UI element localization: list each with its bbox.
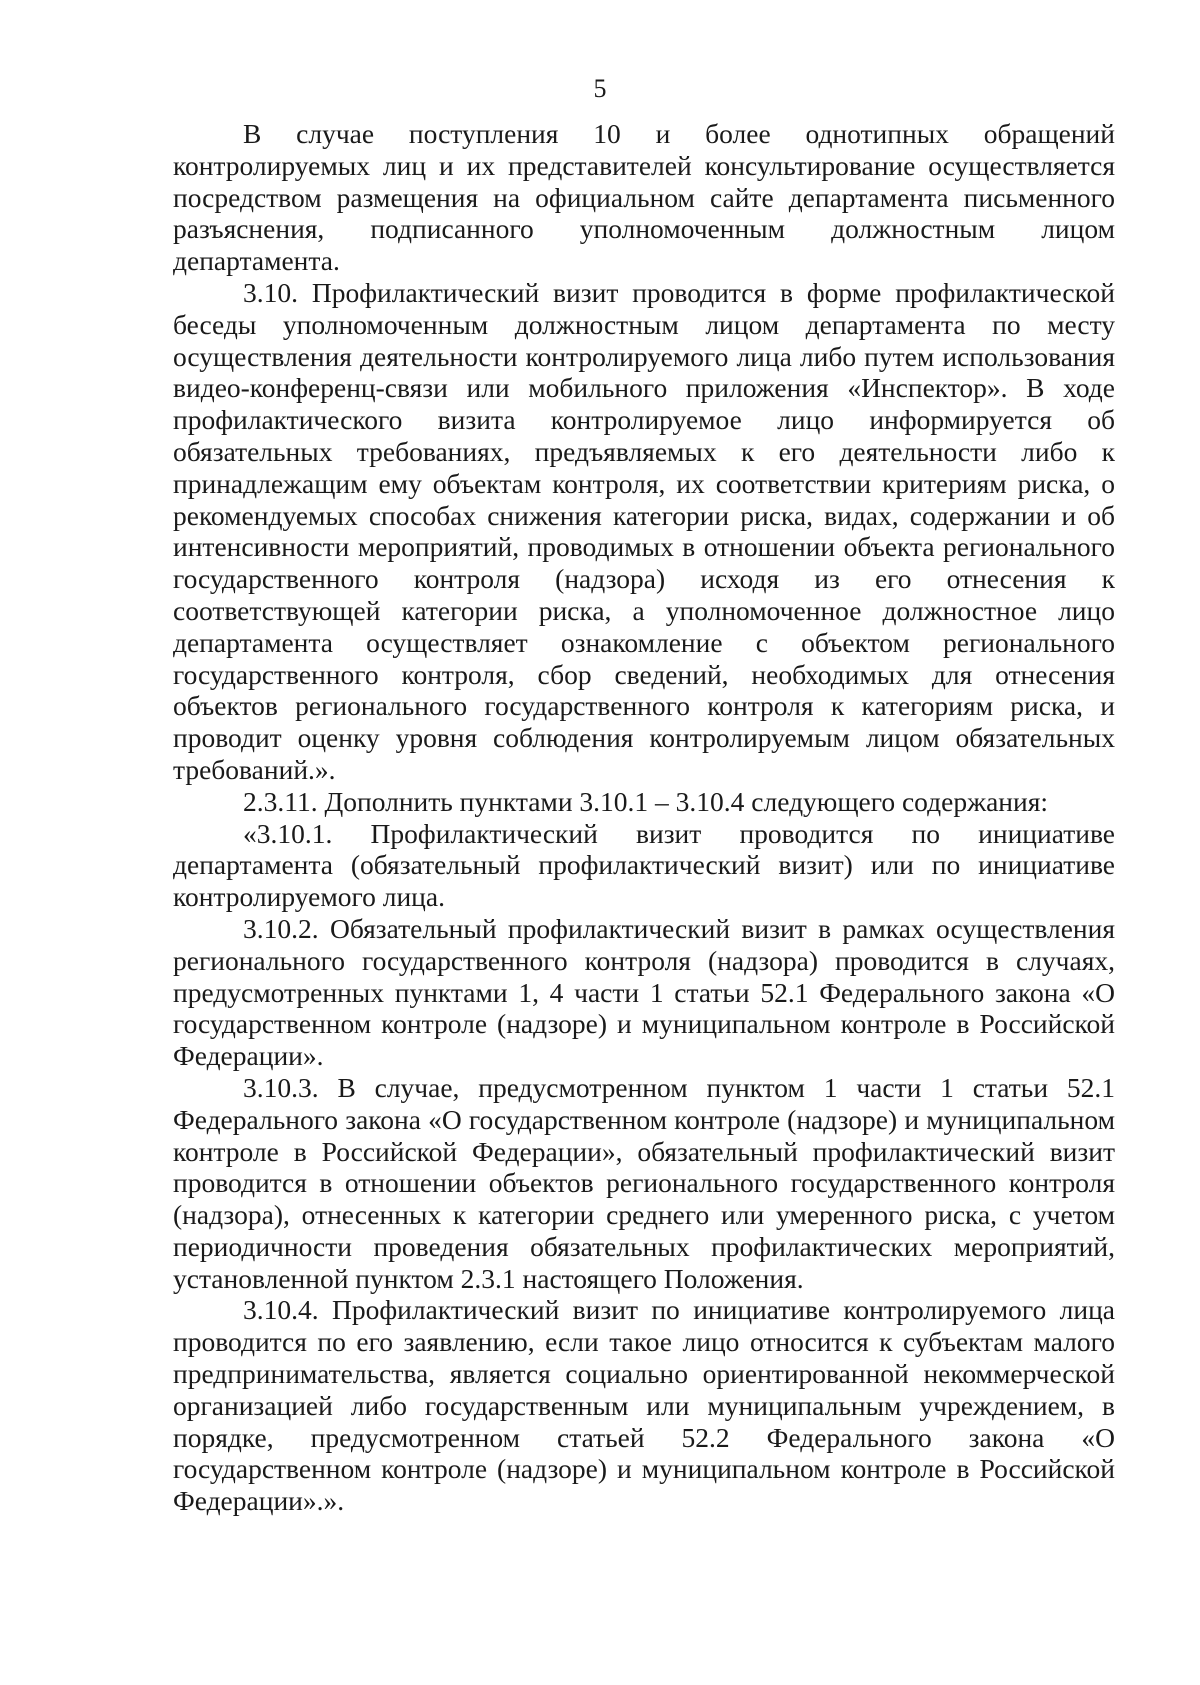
paragraph-3-10: 3.10. Профилактический визит проводится в форме профилактической беседы уполномоченным должностным лицом департамента по месту осуществления деятельности контролируемого лица либо путем использования видео-конференц-связи или мобильного приложения «Инспектор». В ходе профилактического визита контролируемое лицо информируется об обязательных требованиях, предъявляемых к его деятельности либо к принадлежащим ему объектам контроля, их соответствии критериям риска, о рекомендуемых способах снижения категории риска, видах, содержании и об интенсивности мероприятий, проводимых в отношении объекта регионального государственного контроля (надзора) исходя из его отнесения к соответствующей категории риска, а уполномоченное должностное лицо департамента осуществляет ознакомление с объектом регионального государственного контроля, сбор сведений, необходимых для отнесения объектов регионального государственного контроля к категориям риска, и проводит оценку уровня соблюдения контролируемым лицом обязательных требований.». [173, 276, 1115, 785]
paragraph-3-10-2: 3.10.2. Обязательный профилактический визит в рамках осуществления регионального государственного контроля (надзора) проводится в случаях, предусмотренных пунктами 1, 4 части 1 статьи 52.1 Федерального закона «О государственном контроле (надзоре) и муниципальном контроле в Российской Федерации». [173, 912, 1115, 1072]
paragraph-3-10-4: 3.10.4. Профилактический визит по инициативе контролируемого лица проводится по его заявлению, если такое лицо относится к субъектам малого предпринимательства, является социально ориентированной некоммерческой организацией либо государственным или муниципальным учреждением, в порядке, предусмотренном статьей 52.2 Федерального закона «О государственном контроле (надзоре) и муниципальном контроле в Российской Федерации».». [173, 1294, 1115, 1517]
paragraph-3-10-3: 3.10.3. В случае, предусмотренном пунктом 1 части 1 статьи 52.1 Федерального закона «О государственном контроле (надзоре) и муниципальном контроле в Российской Федерации», обязательный профилактический визит проводится в отношении объектов регионального государственного контроля (надзора), отнесенных к категории среднего или умеренного риска, с учетом периодичности проведения обязательных профилактических мероприятий, установленной пунктом 2.3.1 настоящего Положения. [173, 1071, 1115, 1294]
paragraph-2-3-11: 2.3.11. Дополнить пунктами 3.10.1 – 3.10.4 следующего содержания: [243, 785, 1048, 817]
page-number: 5 [593, 74, 607, 103]
paragraph-consultation-10-requests: В случае поступления 10 и более однотипных обращений контролируемых лиц и их представителей консультирование осуществляется посредством размещения на официальном сайте департамента письменного разъяснения, подписанного уполномоченным должностным лицом департамента. [173, 118, 1115, 277]
document-body [173, 118, 1115, 1517]
paragraph-3-10-1: «3.10.1. Профилактический визит проводится по инициативе департамента (обязательный профилактический визит) или по инициативе контролируемого лица. [173, 817, 1115, 913]
